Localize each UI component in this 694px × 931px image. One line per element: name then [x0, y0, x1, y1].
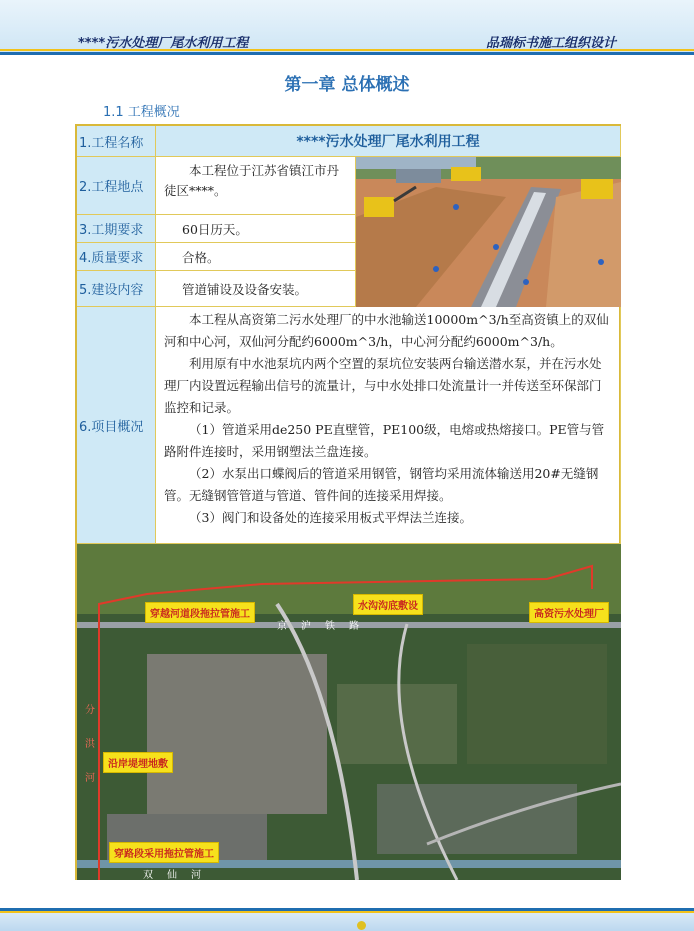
value-content: 管道铺设及设备安装。 [156, 271, 356, 307]
overview-paragraph-1: 本工程从高资第二污水处理厂的中水池输送10000m^3/h至高资镇上的双仙河和中心河，双仙河分配约6000m^3/h，中心河分配约6000m^3/h。 [164, 312, 609, 349]
project-overview-table [75, 124, 621, 880]
map-river-left-label: 分洪河 [85, 705, 95, 784]
overview-paragraph-2: 利用原有中水池泵坑内两个空置的泵坑位安装两台输送潜水泵，并在污水处理厂内设置远程输出信号的流量计，与中水处排口处流量计一并传送至环保部门监控和记录。 [164, 356, 602, 415]
satellite-map-graphic [77, 544, 621, 880]
value-project-name: ****污水处理厂尾水利用工程 [156, 126, 621, 157]
satellite-route-map [77, 544, 621, 880]
label-overview: 6.项目概况 [77, 307, 156, 544]
page-header [0, 0, 694, 55]
value-quality: 合格。 [156, 243, 356, 271]
label-quality: 4.质量要求 [77, 243, 156, 271]
construction-photo-graphic [356, 157, 621, 307]
map-label-bank: 沿岸堤埋地敷 [103, 752, 173, 773]
map-river-bottom-label: 双仙河 [143, 870, 215, 880]
label-location: 2.工程地点 [77, 157, 156, 215]
overview-paragraph-3: （1）管道采用de250 PE直壁管，PE100级，电熔或热熔接口。PE管与管路附件连接时，采用钢塑法兰盘连接。 [164, 422, 605, 459]
value-period: 60日历天。 [156, 215, 356, 243]
overview-cell [156, 307, 621, 544]
map-label-crossing-river: 穿越河道段拖拉管施工 [145, 602, 255, 623]
section-title: 1.1 工程概况 [103, 105, 180, 120]
chapter-title: 第一章 总体概述 [284, 75, 410, 95]
label-period: 3.工期要求 [77, 215, 156, 243]
location-cell [156, 157, 356, 215]
map-label-ditch: 水沟沟底敷设 [353, 594, 423, 615]
overview-paragraph-4: （2）水泵出口蝶阀后的管道采用钢管，钢管均采用流体输送用20#无缝钢管。无缝钢管管道与管道、管件间的连接采用焊接。 [164, 466, 599, 503]
header-project-title: ****污水处理厂尾水利用工程 [78, 36, 249, 51]
construction-site-photo [356, 157, 621, 307]
map-railway-label: 京沪铁路 [277, 621, 373, 632]
header-doc-title: 品瑞标书施工组织设计 [485, 36, 616, 51]
label-content: 5.建设内容 [77, 271, 156, 307]
label-project-name: 1.工程名称 [77, 126, 156, 157]
overview-paragraph-5: （3）阀门和设备处的连接采用板式平焊法兰连接。 [189, 510, 472, 525]
footer-stripe [0, 911, 694, 913]
map-label-crossing-road: 穿路段采用拖拉管施工 [109, 842, 219, 863]
footer-dot [357, 921, 366, 930]
map-label-plant: 高资污水处理厂 [529, 602, 609, 623]
value-location: 本工程位于江苏省镇江市丹徒区****。 [164, 163, 340, 198]
